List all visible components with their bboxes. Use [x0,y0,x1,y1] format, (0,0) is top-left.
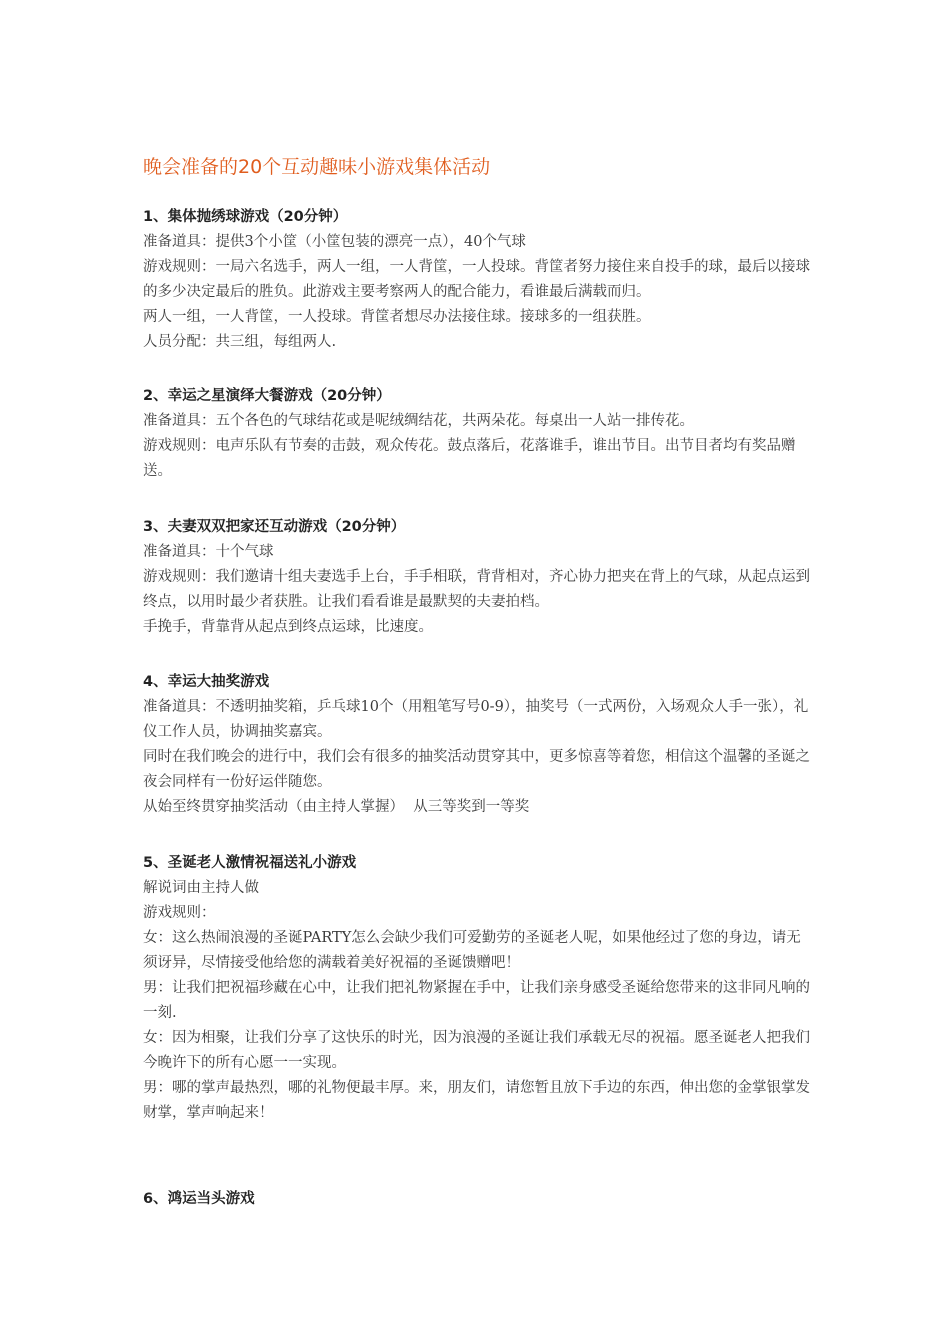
paragraph: 游戏规则： [143,905,216,921]
section-3 [143,515,811,640]
paragraph: 男：让我们把祝福珍藏在心中，让我们把礼物紧握在手中，让我们亲身感受圣诞给您带来的这非同凡响的一刻. [143,980,810,1021]
paragraph: 男：哪的掌声最热烈，哪的礼物便最丰厚。来，朋友们，请您暂且放下手边的东西，伸出您的金掌银掌发财掌，掌声响起来！ [143,1080,810,1121]
section-heading: 1、集体抛绣球游戏（20分钟） [143,209,348,225]
paragraph: 从始至终贯穿抽奖活动（由主持人掌握） 从三等奖到一等奖 [143,799,530,815]
paragraph: 准备道具：五个各色的气球结花或是呢绒绸结花，共两朵花。每桌出一人站一排传花。 [143,413,694,429]
paragraph: 女：因为相聚，让我们分享了这快乐的时光，因为浪漫的圣诞让我们承载无尽的祝福。愿圣诞老人把我们今晚许下的所有心愿一一实现。 [143,1030,810,1071]
paragraph: 同时在我们晚会的进行中，我们会有很多的抽奖活动贯穿其中，更多惊喜等着您，相信这个温馨的圣诞之夜会同样有一份好运伴随您。 [143,749,810,790]
paragraph: 游戏规则：一局六名选手，两人一组，一人背筐，一人投球。背筐者努力接住来自投手的球，最后以接球的多少决定最后的胜负。此游戏主要考察两人的配合能力，看谁最后满载而归。 [143,259,810,300]
section-4 [143,670,811,820]
paragraph: 两人一组，一人背筐，一人投球。背筐者想尽办法接住球。接球多的一组获胜。 [143,309,651,325]
paragraph: 准备道具：不透明抽奖箱，乒乓球10个（用粗笔写号0-9），抽奖号（一式两份，入场观众人手一张），礼仪工作人员，协调抽奖嘉宾。 [143,699,809,740]
section-heading: 2、幸运之星演绎大餐游戏（20分钟） [143,388,391,404]
paragraph: 游戏规则：我们邀请十组夫妻选手上台，手手相联，背背相对，齐心协力把夹在背上的气球，从起点运到终点，以用时最少者获胜。让我们看看谁是最默契的夫妻拍档。 [143,569,810,610]
section-2 [143,384,811,484]
paragraph: 解说词由主持人做 [143,880,259,896]
paragraph: 准备道具：提供3个小筐（小筐包装的漂亮一点），40个气球 [143,234,526,250]
paragraph: 游戏规则：电声乐队有节奏的击鼓，观众传花。鼓点落后，花落谁手，谁出节目。出节目者均有奖品赠送。 [143,438,796,479]
paragraph: 手挽手，背靠背从起点到终点运球，比速度。 [143,619,433,635]
section-heading: 6、鸿运当头游戏 [143,1191,255,1207]
document-title: 晚会准备的20个互动趣味小游戏集体活动 [143,156,491,178]
section-1 [143,205,811,355]
section-5 [143,851,811,1126]
section-6 [143,1187,811,1212]
section-heading: 3、夫妻双双把家还互动游戏（20分钟） [143,519,406,535]
section-heading: 5、圣诞老人激情祝福送礼小游戏 [143,855,357,871]
section-heading: 4、幸运大抽奖游戏 [143,674,270,690]
paragraph: 人员分配：共三组，每组两人. [143,334,337,350]
paragraph: 准备道具：十个气球 [143,544,274,560]
paragraph: 女：这么热闹浪漫的圣诞PARTY怎么会缺少我们可爱勤劳的圣诞老人呢，如果他经过了您的身边，请无须讶异，尽情接受他给您的满载着美好祝福的圣诞馈赠吧！ [143,930,801,971]
